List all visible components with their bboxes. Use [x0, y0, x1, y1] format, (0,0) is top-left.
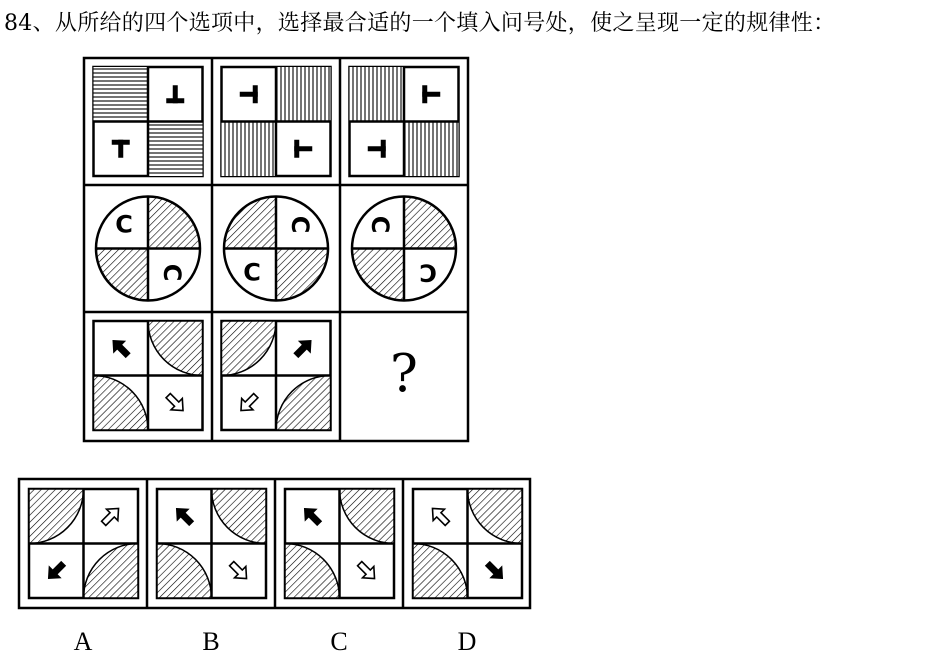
- c-glyph: C: [419, 258, 437, 287]
- striped-quadrant: [94, 67, 149, 122]
- option-a-tile: [29, 489, 138, 598]
- row2-cell3: [352, 197, 456, 301]
- option-label-c: C: [330, 627, 348, 656]
- row3-cell1: [94, 321, 203, 430]
- c-glyph: C: [115, 210, 133, 239]
- c-glyph: C: [158, 263, 186, 282]
- row3-cell2: [222, 321, 331, 430]
- c-glyph: C: [243, 258, 261, 287]
- c-glyph: C: [366, 215, 394, 234]
- row1-cell2: [222, 67, 331, 176]
- row1-cell1: [94, 67, 203, 176]
- option-label-d: D: [457, 627, 477, 656]
- striped-quadrant: [148, 122, 203, 177]
- option-d-tile: [413, 489, 522, 598]
- row1-cell3: [350, 67, 459, 176]
- c-glyph: C: [286, 215, 314, 234]
- option-label-a: A: [73, 627, 93, 656]
- missing-piece-mark: ?: [390, 344, 418, 405]
- striped-quadrant: [222, 122, 277, 177]
- option-b-tile: [157, 489, 266, 598]
- striped-quadrant: [404, 122, 459, 177]
- striped-quadrant: [276, 67, 331, 122]
- row2-cell2: [224, 197, 328, 301]
- striped-quadrant: [350, 67, 405, 122]
- option-c-tile: [285, 489, 394, 598]
- option-label-b: B: [202, 627, 220, 656]
- question-text: 84、从所给的四个选项中，选择最合适的一个填入问号处，使之呈现一定的规律性：: [4, 11, 836, 36]
- row2-cell1: [96, 197, 200, 301]
